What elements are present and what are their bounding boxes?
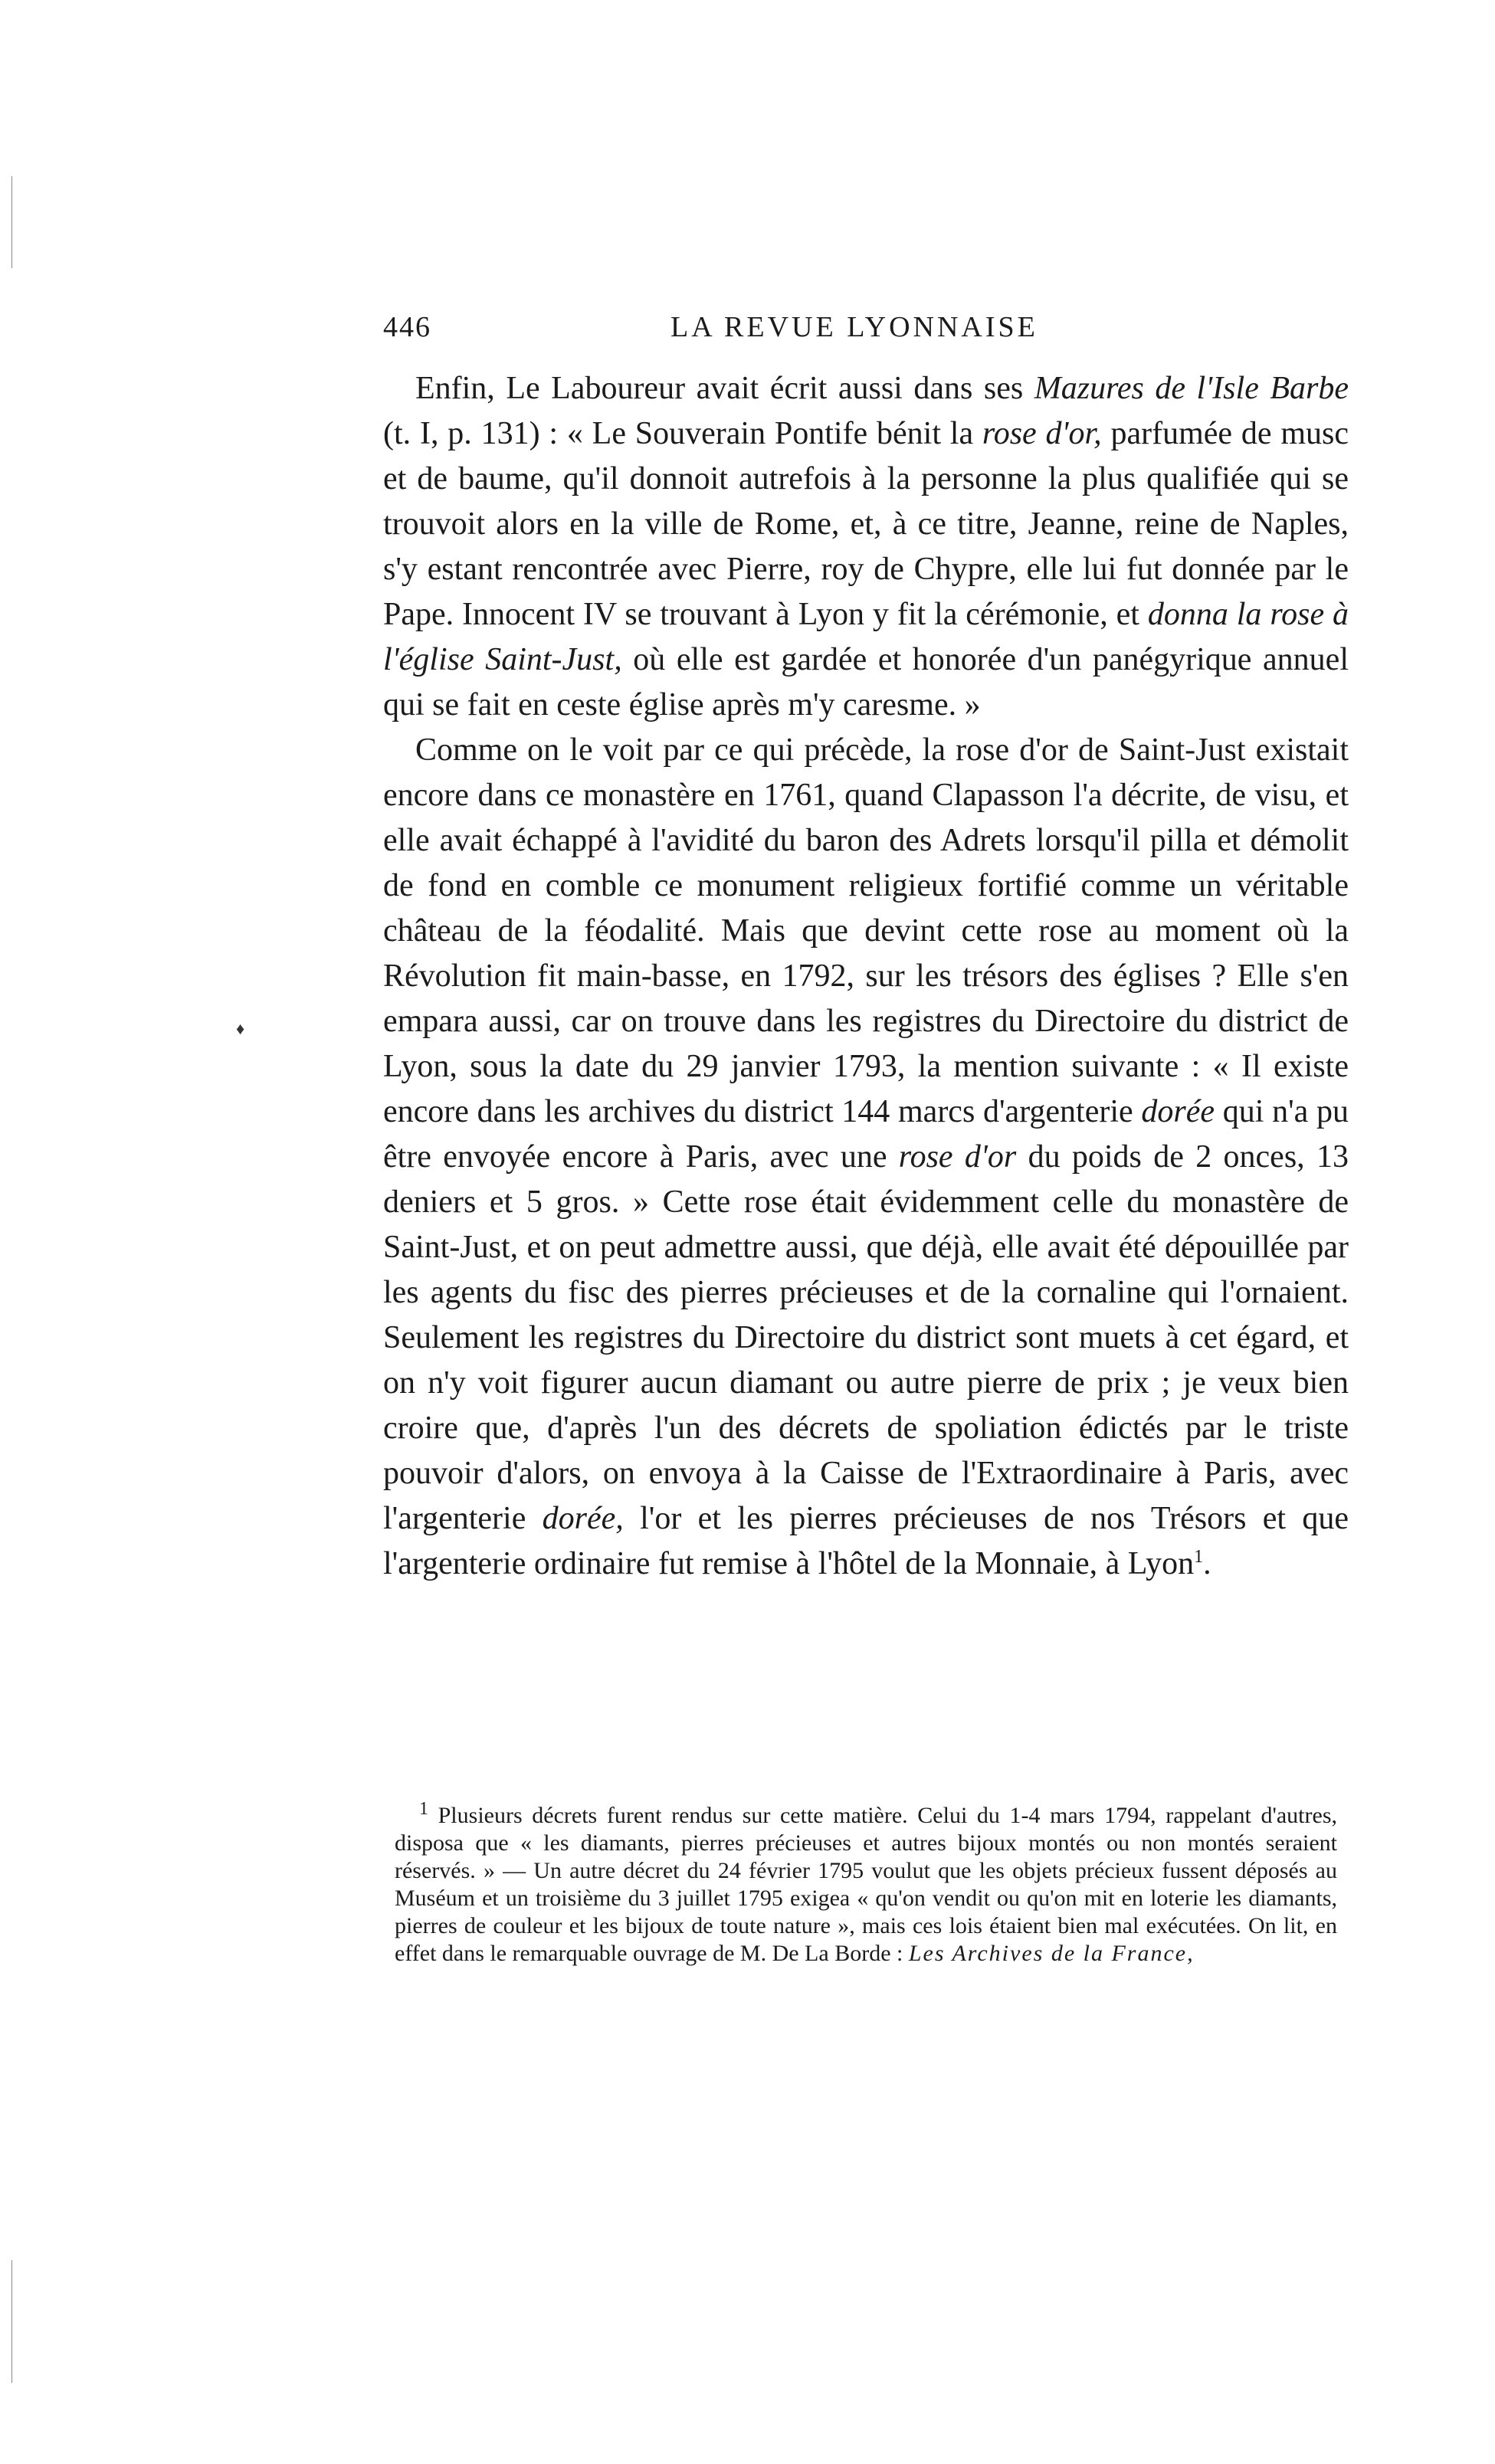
italic-run: Les Archives de la France, xyxy=(908,1941,1195,1966)
text-run: parfumée de musc et de baume, qu'il donnoit autrefois à la personne la plus qualifiée qui se trouvoit alors en la ville de Rome, et, à ce titre, Jeanne, reine de Naples, s'y estant rencontrée avec Pierre, roy de Chypre, elle lui fut donnée par le Pape. Innocent IV se trouvant à Lyon y fit la cérémonie, et xyxy=(383,416,1349,632)
text-run: (t. I, p. 131) : « Le Souverain Pontife bénit la xyxy=(383,416,982,451)
text-run: . xyxy=(1203,1546,1211,1581)
footnote-reference: 1 xyxy=(1194,1547,1204,1567)
page-header xyxy=(383,310,1349,356)
text-run: du poids de 2 onces, 13 deniers et 5 gros. » Cette rose était évidemment celle du monastère de Saint-Just, et on peut admettre aussi, que déjà, elle avait été dépouillée par les agents du fisc des pierres précieuses et de la cornaline qui l'ornaient. Seulement les registres du Directoire du district sont muets à cet égard, et on n'y voit figurer aucun diamant ou autre pierre de prix ; je veux bien croire que, d'après l'un des décrets de spoliation édictés par le triste pouvoir d'alors, on envoya à la Caisse de l'Extraordinaire à Paris, avec l'argenterie xyxy=(383,1139,1349,1536)
paragraph-2 xyxy=(383,728,1349,1587)
text-run: Plusieurs décrets furent rendus sur cette matière. Celui du 1-4 mars 1794, rappelant d'autres, disposa que « les diamants, pierres précieuses et autres bijoux montés ou non montés seraient réservés. » — Un autre décret du 24 février 1795 voulut que les objets précieux fussent déposés au Muséum et un troisième du 3 juillet 1795 exigea « qu'on vendit ou qu'on mit en loterie les diamants, pierres de couleur et les bijoux de toute nature », mais ces lois étaient bien mal exécutées. On lit, en effet dans le remarquable ouvrage de M. De La Borde : xyxy=(395,1803,1337,1966)
scan-edge-mark xyxy=(11,2260,12,2383)
italic-run: rose d'or, xyxy=(982,416,1102,451)
text-run: qui n'a pu être envoyée encore à Paris, avec une xyxy=(383,1094,1349,1175)
page-number: 446 xyxy=(383,311,431,343)
footnotes xyxy=(395,1799,1337,1968)
text-run: Enfin, Le Laboureur avait écrit aussi dans ses xyxy=(415,371,1034,406)
italic-run: dorée, xyxy=(542,1501,624,1536)
text-run: l'or et les pierres précieuses de nos Trésors et que l'argenterie ordinaire fut remise à l'hôtel de la Monnaie, à Lyon xyxy=(383,1501,1349,1581)
paragraph-1 xyxy=(383,366,1349,728)
main-text xyxy=(383,366,1349,1587)
running-title: LA REVUE LYONNAISE xyxy=(670,311,1038,343)
margin-dot: ♦ xyxy=(236,1019,245,1038)
scan-edge-mark xyxy=(11,176,12,268)
italic-run: dorée xyxy=(1141,1094,1215,1129)
text-run: où elle est gardée et honorée d'un panégyrique annuel qui se fait en ceste église après m'y caresme. » xyxy=(383,642,1349,722)
italic-run: donna la rose à l'église Saint-Just, xyxy=(383,597,1349,677)
footnote-marker: 1 xyxy=(419,1799,428,1819)
italic-run: Mazures de l'Isle Barbe xyxy=(1034,371,1349,406)
text-run: Comme on le voit par ce qui précède, la rose d'or de Saint-Just existait encore dans ce monastère en 1761, quand Clapasson l'a décrite, de visu, et elle avait échappé à l'avidité du baron des Adrets lorsqu'il pilla et démolit de fond en comble ce monument religieux fortifié comme un véritable château de la féodalité. Mais que devint cette rose au moment où la Révolution fit main-basse, en 1792, sur les trésors des églises ? Elle s'en empara aussi, car on trouve dans les registres du Directoire du district de Lyon, sous la date du 29 janvier 1793, la mention suivante : « Il existe encore dans les archives du district 144 marcs d'argenterie xyxy=(383,732,1349,1129)
footnote-1 xyxy=(395,1799,1337,1968)
italic-run: rose d'or xyxy=(898,1139,1017,1175)
